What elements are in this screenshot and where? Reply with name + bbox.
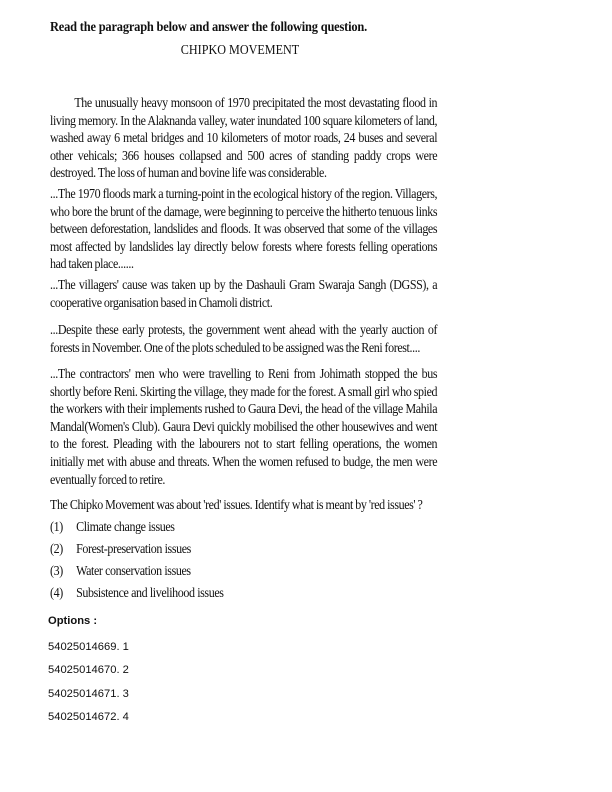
choice-text: Forest-preservation issues <box>76 541 191 556</box>
choice-text: Subsistence and livelihood issues <box>76 585 224 600</box>
choice-4 <box>50 585 224 601</box>
option-2[interactable]: 54025014670. 2 <box>48 664 129 676</box>
option-4[interactable]: 54025014672. 4 <box>48 711 129 723</box>
option-1[interactable]: 54025014669. 1 <box>48 641 129 653</box>
passage-title: CHIPKO MOVEMENT <box>180 42 300 57</box>
choice-2 <box>50 541 191 557</box>
options-heading: Options : <box>48 615 98 627</box>
question-text: The Chipko Movement was about 'red' issues. Identify what is meant by 'red issues' ? <box>50 497 423 512</box>
choice-number: (1) <box>50 519 63 534</box>
option-3[interactable]: 54025014671. 3 <box>48 688 129 700</box>
choice-text: Water conservation issues <box>76 563 191 578</box>
instruction-text: Read the paragraph below and answer the following question. <box>50 19 368 34</box>
passage-paragraph-5: ...The contractors' men who were travelling to Reni from Johimath stopped the bus shortly before Reni. Skirting the village, they made for the forest. A small girl who spied the workers with their implements rushed to Gaura Devi, the head of the village Mahila Mandal(Women's Club). Gaura Devi quickly mobilised the other housewives and went to the forest. Pleading with the labourers not to start felling operations, the women initially met with abuse and threats. When the women refused to budge, the men were eventually forced to retire. <box>50 366 438 487</box>
choice-number: (4) <box>50 585 63 600</box>
passage-paragraph-3: ...The villagers' cause was taken up by the Dashauli Gram Swaraja Sangh (DGSS), a cooperative organisation based in Chamoli district. <box>50 277 438 310</box>
choice-number: (3) <box>50 563 63 578</box>
choice-number: (2) <box>50 541 63 556</box>
choice-text: Climate change issues <box>76 519 175 534</box>
passage-paragraph-1: The unusually heavy monsoon of 1970 precipitated the most devastating flood in living memory. In the Alaknanda valley, water inundated 100 square kilometers of land, washed away 6 metal bridges and 10 kilometers of motor roads, 24 buses and several other vehicals; 366 houses collapsed and 500 acres of standing paddy crops were destroyed. The loss of human and bovine life was considerable. <box>50 95 438 181</box>
passage-paragraph-4: ...Despite these early protests, the government went ahead with the yearly auction of forests in November. One of the plots scheduled to be assigned was the Reni forest.... <box>50 322 438 355</box>
choice-1 <box>50 519 175 535</box>
choice-3 <box>50 563 191 579</box>
passage-paragraph-2: ...The 1970 floods mark a turning-point in the ecological history of the region. Villagers, who bore the brunt of the damage, were beginning to perceive the hitherto tenuous links between deforestation, landslides and floods. It was observed that some of the villages most affected by landslides lay directly below forests where forests felling operations had taken place...... <box>50 186 438 272</box>
